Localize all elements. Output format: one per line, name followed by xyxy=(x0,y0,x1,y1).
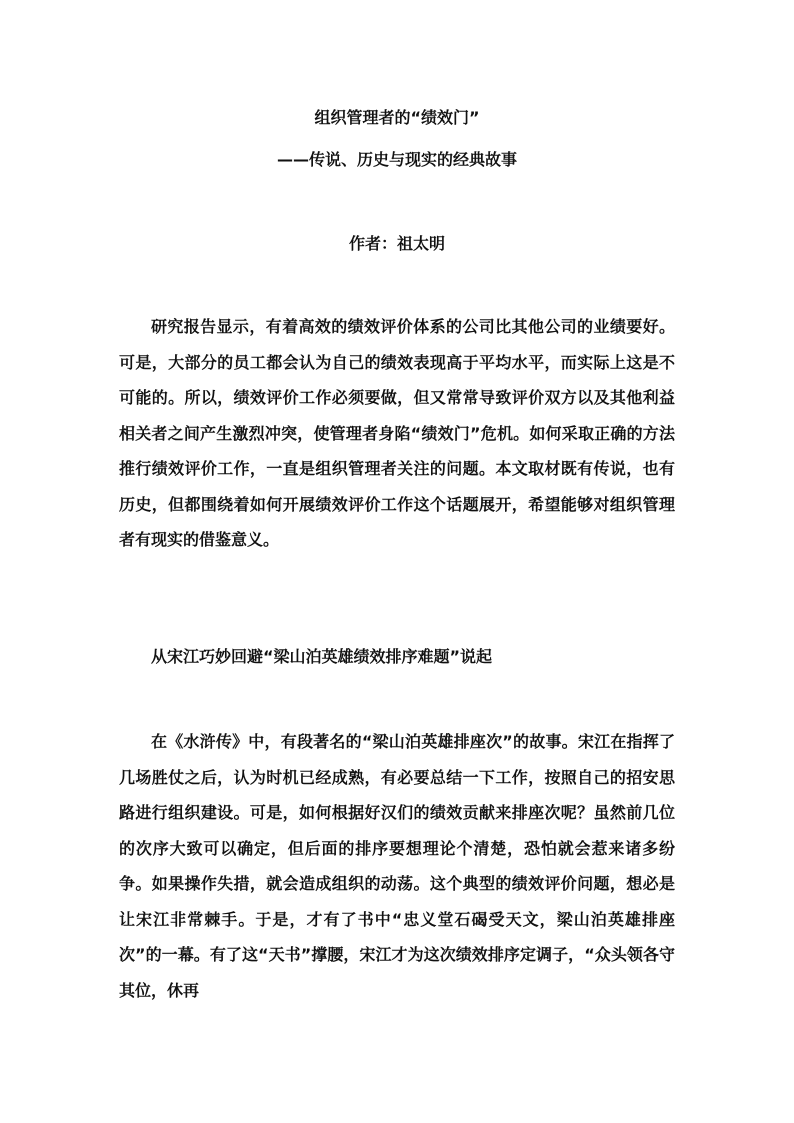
document-subtitle: ——传说、历史与现实的经典故事 xyxy=(276,150,517,169)
document-title: 组织管理者的“绩效门” xyxy=(314,108,480,127)
story-paragraph: 在《水浒传》中，有段著名的“梁山泊英雄排座次”的故事。宋江在指挥了几场胜仗之后，认为时机已经成熟，有必要总结一下工作，按照自己的招安思路进行组织建设。可是，如何根据好汉们的绩效贡献来排座次呢？虽然前几位的次序大致可以确定，但后面的排序要想理论个清楚，恐怕就会惹来诸多纷争。如果操作失措，就会造成组织的动荡。这个典型的绩效评价问题，想必是让宋江非常棘手。于是，才有了书中“忠义堂石碣受天文，梁山泊英雄排座次”的一幕。有了这“天书”撑腰，宋江才为这次绩效排序定调子，“众头领各守其位，休再 xyxy=(119,732,675,1000)
author-line: 作者：祖太明 xyxy=(348,234,445,253)
section-heading: 从宋江巧妙回避“梁山泊英雄绩效排序难题”说起 xyxy=(151,647,493,666)
intro-paragraph: 研究报告显示，有着高效的绩效评价体系的公司比其他公司的业绩要好。可是，大部分的员工都会认为自己的绩效表现高于平均水平，而实际上这是不可能的。所以，绩效评价工作必须要做，但又常常导致评价双方以及其他利益相关者之间产生激烈冲突，使管理者身陷“绩效门”危机。如何采取正确的方法推行绩效评价工作，一直是组织管理者关注的问题。本文取材既有传说，也有历史，但都围绕着如何开展绩效评价工作这个话题展开，希望能够对组织管理者有现实的借鉴意义。 xyxy=(119,317,675,549)
